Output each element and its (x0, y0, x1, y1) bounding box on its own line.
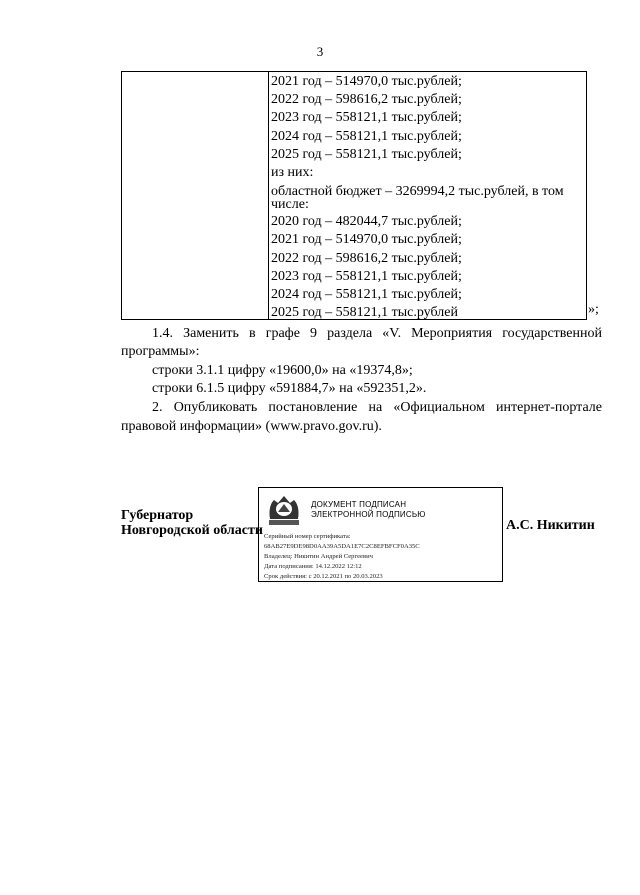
budget-lines (271, 73, 586, 322)
table-line: 2023 год – 558121,1 тыс.рублей; (271, 268, 462, 284)
table-line: 2021 год – 514970,0 тыс.рублей; (271, 74, 462, 89)
table-line: 2025 год – 558121,1 тыс.рублей; (271, 146, 462, 162)
closing-quote: »; (588, 302, 599, 317)
item-2-line2: правовой информации» (www.pravo.gov.ru). (121, 419, 382, 434)
table-line: областной бюджет – 3269994,2 тыс.рублей, в том числе: (271, 184, 564, 213)
signatory-name: А.С. Никитин (506, 518, 595, 533)
signed-date: Дата подписания: 14.12.2022 12:12 (264, 563, 362, 570)
table-line: 2022 год – 598616,2 тыс.рублей; (271, 92, 462, 108)
table-line: 2022 год – 598616,2 тыс.рублей; (271, 250, 462, 266)
electronic-signature-stamp (258, 487, 503, 582)
table-column-divider (268, 72, 269, 319)
stamp-title-line2: ЭЛЕКТРОННОЙ ПОДПИСЬЮ (311, 510, 426, 519)
line-6-1-5: строки 6.1.5 цифру «591884,7» на «592351,2». (152, 381, 427, 396)
table-line: из них: (271, 165, 314, 181)
stamp-title (311, 500, 426, 520)
page-number: 3 (316, 44, 324, 59)
item-1-4-line2: программы»: (121, 344, 200, 359)
item-1-4-line1: 1.4. Заменить в графе 9 раздела «V. Мероприятия государственной (152, 326, 602, 341)
serial-label: Серийный номер сертификата: (264, 533, 351, 540)
stamp-title-line1: ДОКУМЕНТ ПОДПИСАН (311, 500, 407, 509)
owner: Владелец: Никитин Андрей Сергеевич (264, 553, 373, 560)
item-2-line1: 2. Опубликовать постановление на «Официальном интернет-портале (152, 400, 602, 415)
serial-number: 68AB27E9DE98D0AA39A5DA1E7C2C8EFBFCF0A35C (264, 543, 420, 550)
position-line2: Новгородской области (121, 523, 263, 538)
validity: Срок действия: с 20.12.2021 по 20.03.2023 (264, 573, 383, 580)
coat-of-arms-icon (265, 493, 303, 527)
table-line: 2020 год – 482044,7 тыс.рублей; (271, 214, 462, 230)
signatory-position (121, 508, 263, 538)
position-line1: Губернатор (121, 508, 194, 523)
line-3-1-1: строки 3.1.1 цифру «19600,0» на «19374,8»; (152, 363, 413, 378)
table-line: 2025 год – 558121,1 тыс.рублей (271, 305, 458, 321)
budget-table (121, 71, 587, 320)
stamp-details (264, 532, 420, 582)
table-line: 2023 год – 558121,1 тыс.рублей; (271, 110, 462, 126)
table-line: 2024 год – 558121,1 тыс.рублей; (271, 128, 462, 144)
table-line: 2021 год – 514970,0 тыс.рублей; (271, 232, 462, 248)
table-line: 2024 год – 558121,1 тыс.рублей; (271, 287, 462, 303)
